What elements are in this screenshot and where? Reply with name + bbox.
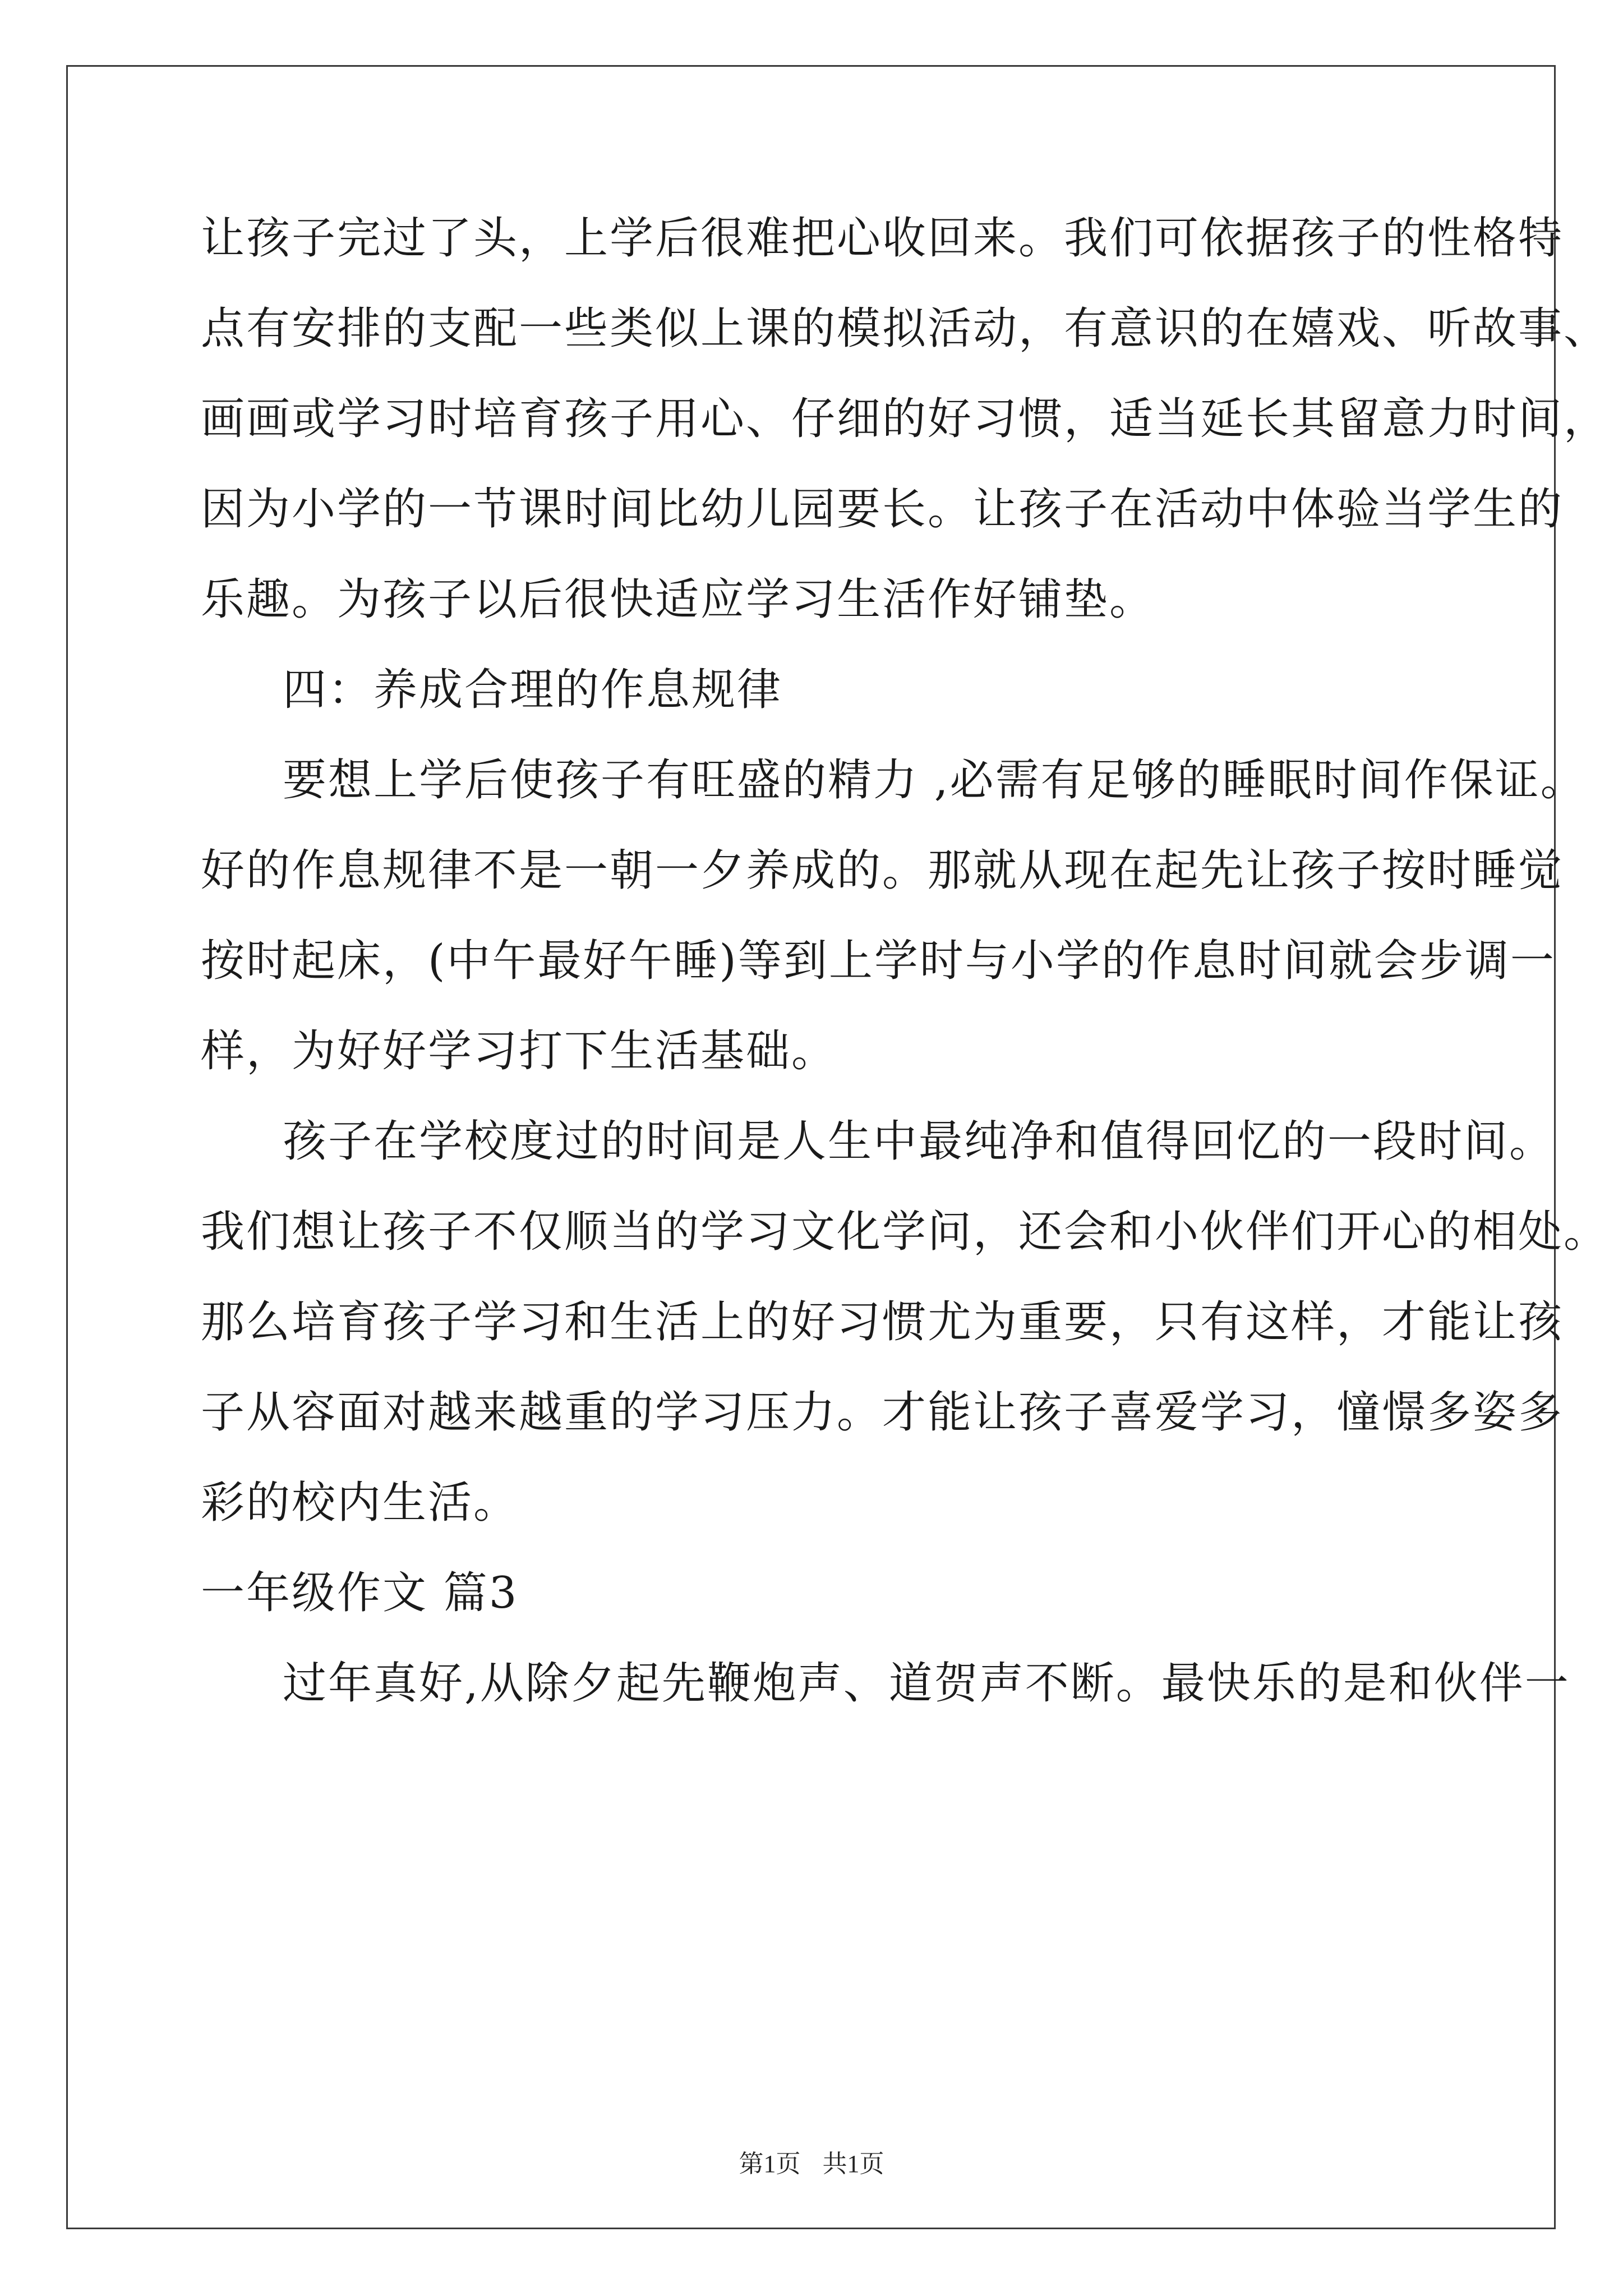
text-line: 那么培育孩子学习和生活上的好习惯尤为重要，只有这样，才能让孩 [201, 1297, 1564, 1347]
page-number: 第1页 [739, 2150, 801, 2178]
text-line: 因为小学的一节课时间比幼儿园要长。让孩子在活动中体验当学生的 [201, 484, 1564, 535]
text-line: 让孩子完过了头，上学后很难把心收回来。我们可依据孩子的性格特 [201, 213, 1564, 264]
text-line: 彩的校内生活。 [201, 1478, 519, 1528]
text-line: 孩子在学校度过的时间是人生中最纯净和值得回忆的一段时间。 [283, 1116, 1555, 1167]
page-total: 共1页 [822, 2150, 884, 2178]
article-title: 一年级作文 篇3 [201, 1568, 519, 1618]
text-line: 我们想让孩子不仅顺当的学习文化学问，还会和小伙伴们开心的相处。 [201, 1207, 1610, 1257]
text-line: 好的作息规律不是一朝一夕养成的。那就从现在起先让孩子按时睡觉 [201, 845, 1564, 896]
text-line: 样，为好好学习打下生活基础。 [201, 1026, 837, 1076]
page-footer [0, 2147, 1623, 2181]
text-line: 画画或学习时培育孩子用心、仔细的好习惯，适当延长其留意力时间， [201, 394, 1610, 444]
text-line: 乐趣。为孩子以后很快适应学习生活作好铺垫。 [201, 574, 1155, 625]
text-line: 过年真好,从除夕起先鞭炮声、道贺声不断。最快乐的是和伙伴一 [283, 1658, 1570, 1709]
text-line: 要想上学后使孩子有旺盛的精力 ,必需有足够的睡眠时间作保证。 [283, 755, 1586, 806]
text-line: 子从容面对越来越重的学习压力。才能让孩子喜爱学习，憧憬多姿多 [201, 1387, 1564, 1438]
text-line: 按时起床，(中午最好午睡)等到上学时与小学的作息时间就会步调一 [201, 936, 1556, 986]
section-heading: 四：养成合理的作息规律 [283, 665, 783, 715]
text-line: 点有安排的支配一些类似上课的模拟活动，有意识的在嬉戏、听故事、 [201, 303, 1610, 354]
